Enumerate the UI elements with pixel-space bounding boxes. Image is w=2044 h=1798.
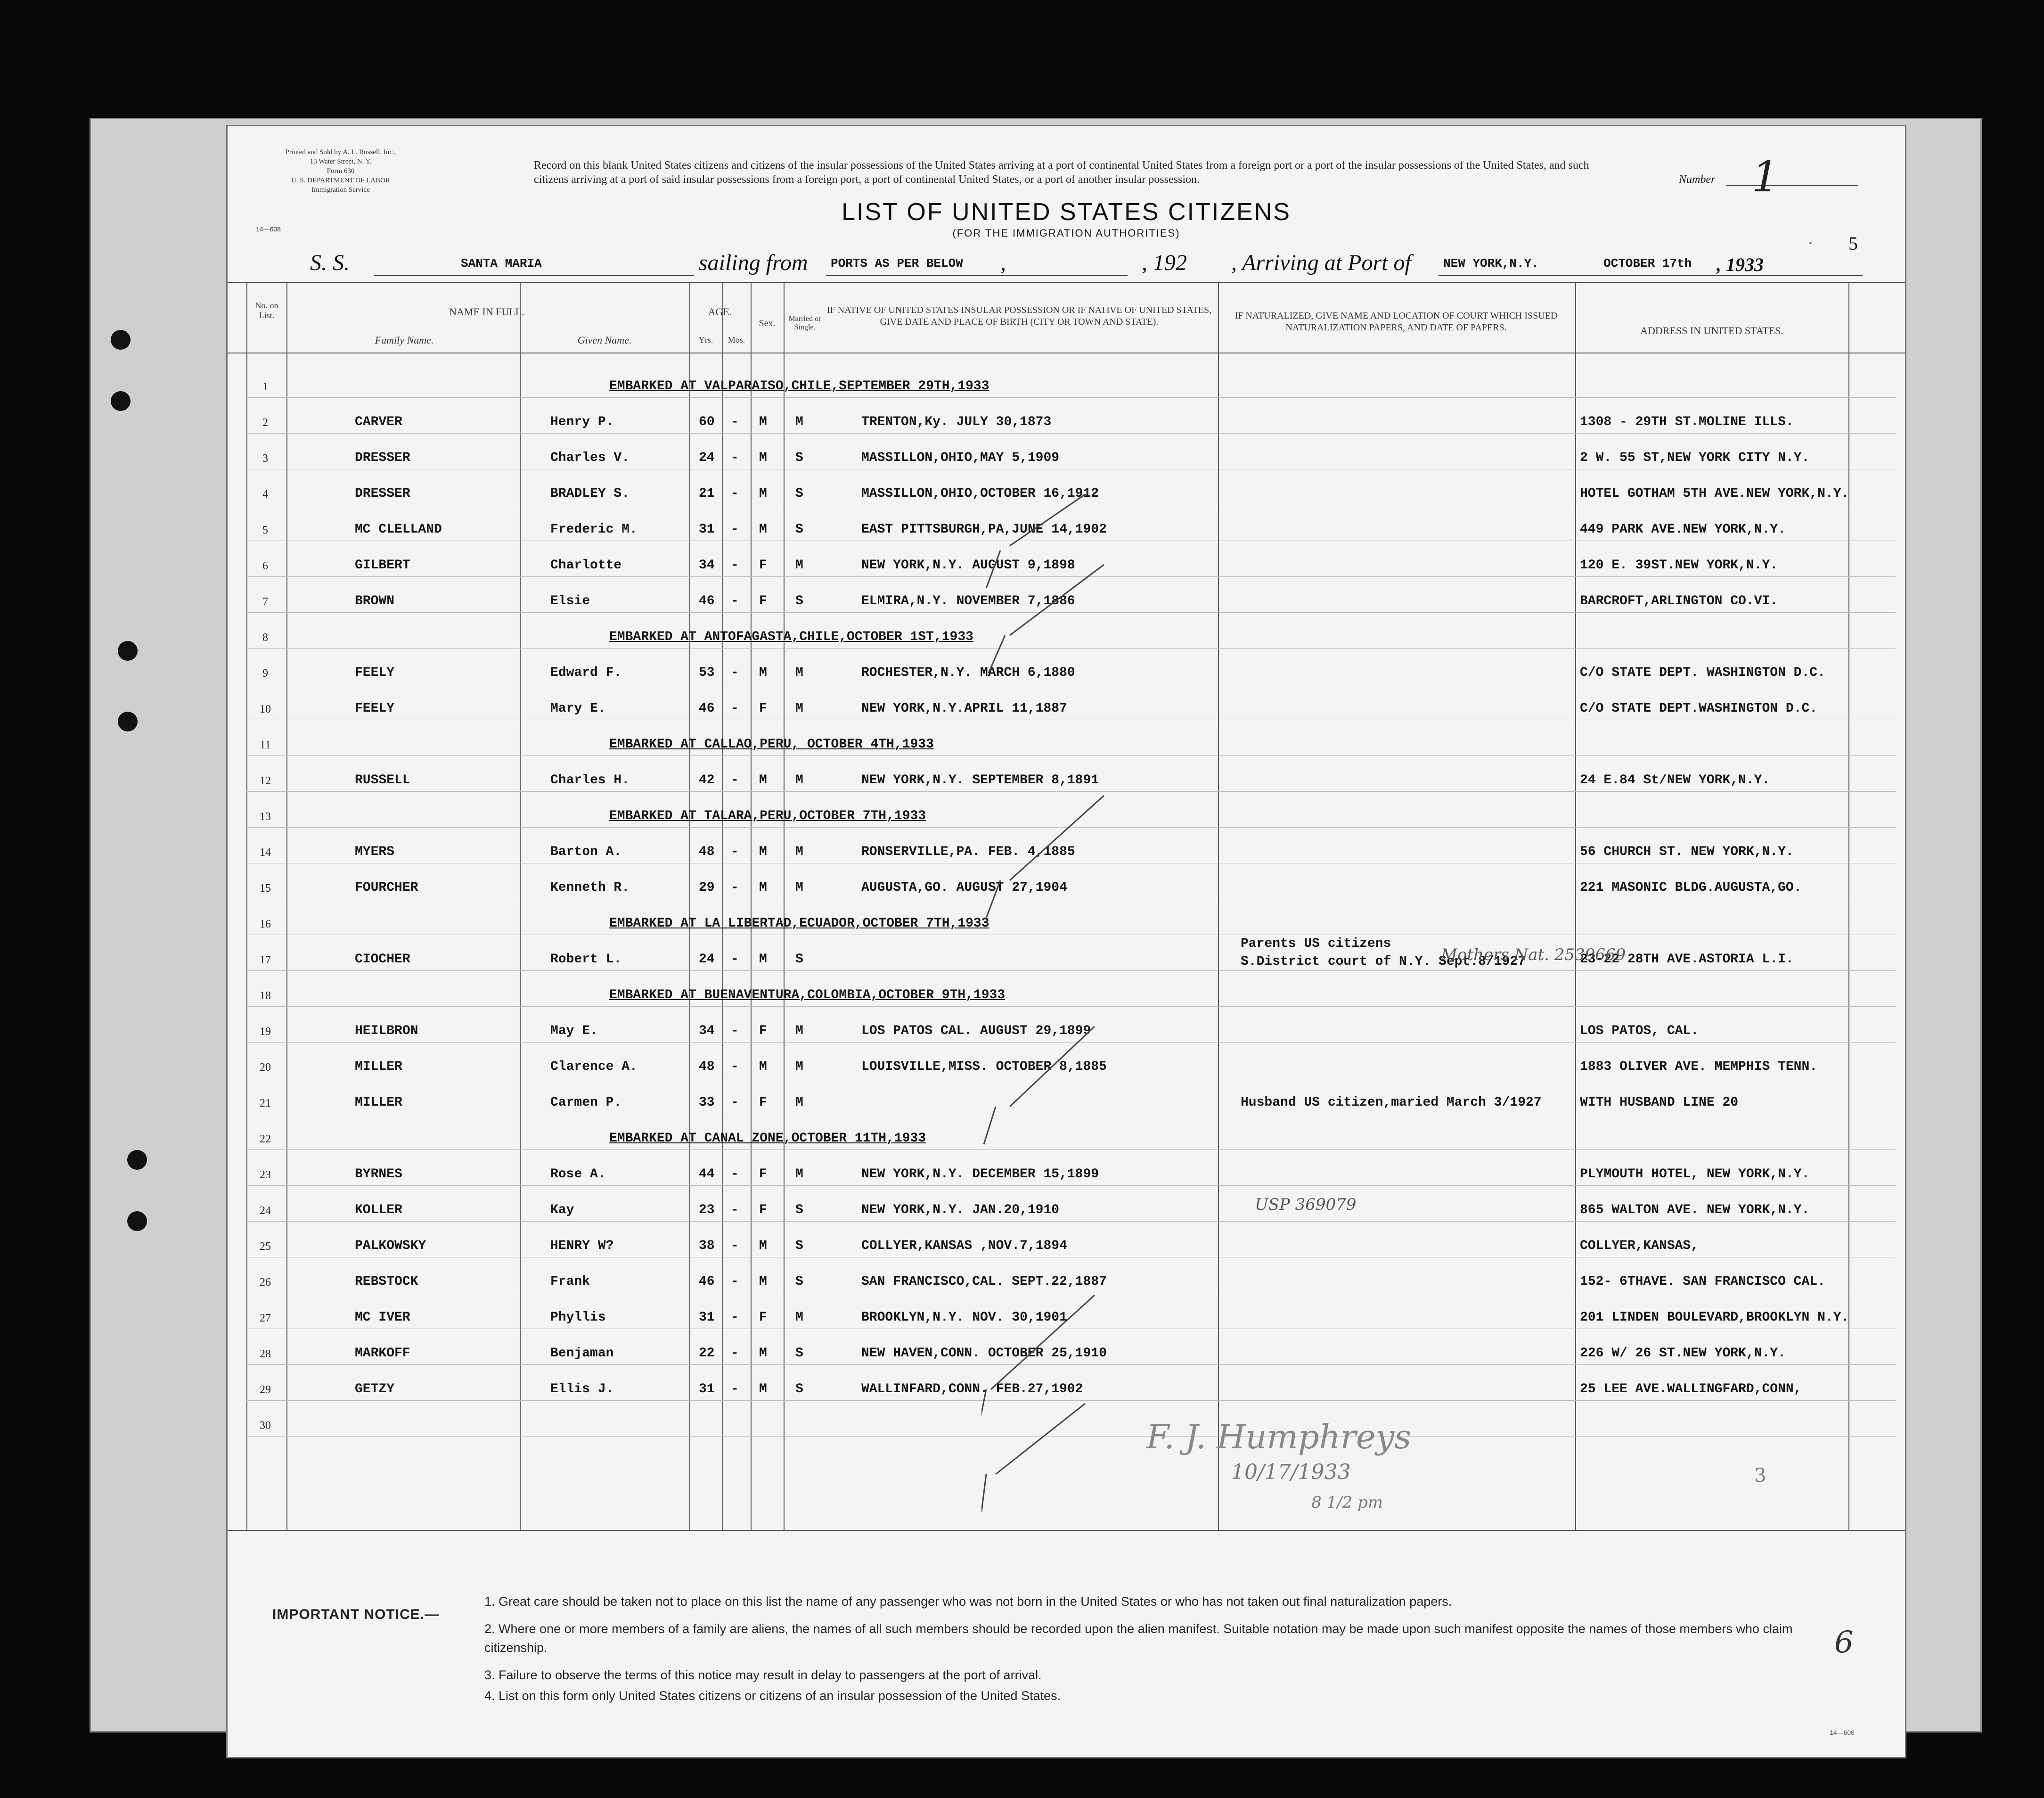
cell-given: BRADLEY S.: [550, 486, 630, 501]
cell-birth: NEW YORK,N.Y. JAN.20,1910: [861, 1203, 1060, 1217]
punch-hole: [127, 1211, 147, 1231]
cell-mos: -: [731, 486, 739, 501]
cell-addr: LOS PATOS, CAL.: [1580, 1024, 1699, 1038]
cell-birth: RONSERVILLE,PA. FEB. 4,1885: [861, 845, 1075, 859]
row-number: 14: [260, 846, 271, 859]
punch-hole: [111, 330, 131, 350]
column-rule: [784, 283, 785, 1530]
cell-mos: -: [731, 1024, 739, 1038]
margin-mark: 3: [1754, 1465, 1766, 1486]
cell-ms: S: [795, 522, 803, 537]
form-code: 14—608: [256, 225, 281, 233]
cell-mos: -: [731, 773, 739, 788]
header-age: AGE.: [708, 306, 732, 318]
cell-addr: WITH HUSBAND LINE 20: [1580, 1095, 1739, 1110]
cell-family: MARKOFF: [355, 1346, 410, 1361]
cell-family: REBSTOCK: [355, 1274, 418, 1289]
number-underline: [1726, 185, 1858, 186]
cell-sex: M: [759, 1346, 767, 1361]
printer-line: 13 Water Street, N. Y.: [310, 158, 372, 165]
cell-nat: Parents US citizens S.District court of N.Y. Sept.8/1927: [1241, 936, 1526, 969]
cell-sex: M: [759, 880, 767, 895]
cell-given: Charles V.: [550, 451, 630, 465]
cell-addr: 1308 - 29TH ST.MOLINE ILLS.: [1580, 415, 1794, 429]
column-rule: [1575, 283, 1576, 1530]
cell-yrs: 48: [699, 1059, 715, 1074]
row-number: 22: [260, 1133, 271, 1145]
handwritten-naturalization-note: Mothers Nat. 2539669: [1441, 945, 1626, 964]
cell-mos: -: [731, 1167, 739, 1182]
cell-birth: ROCHESTER,N.Y. MARCH 6,1880: [861, 665, 1075, 680]
ship-underline: [374, 275, 694, 276]
cell-ms: S: [795, 1203, 803, 1217]
cell-sex: M: [759, 952, 767, 967]
cell-yrs: 24: [699, 451, 715, 465]
cell-ms: M: [795, 665, 803, 680]
cell-birth: ELMIRA,N.Y. NOVEMBER 7,1886: [861, 594, 1075, 608]
header-address: ADDRESS IN UNITED STATES.: [1640, 325, 1783, 337]
cell-yrs: 46: [699, 701, 715, 716]
signature-date: 10/17/1933: [1231, 1460, 1351, 1484]
comma-separator: ,: [1000, 250, 1006, 275]
row-number: 11: [260, 739, 271, 751]
cell-mos: -: [731, 701, 739, 716]
cell-ms: S: [795, 594, 803, 608]
cell-birth: NEW YORK,N.Y.APRIL 11,1887: [861, 701, 1067, 716]
punch-hole: [111, 391, 131, 411]
column-rule: [520, 283, 521, 1530]
cell-family: CIOCHER: [355, 952, 410, 967]
header-birthplace: IF NATIVE OF UNITED STATES INSULAR POSSESSION OR IF NATIVE OF UNITED STATES, GIVE DATE AND PLACE OF BIRTH (CITY OR TOWN AND STATE).: [826, 305, 1212, 327]
cell-ms: M: [795, 1059, 803, 1074]
cell-family: MC IVER: [355, 1310, 410, 1325]
cell-yrs: 31: [699, 1382, 715, 1396]
row-number: 23: [260, 1169, 271, 1181]
cell-addr: 25 LEE AVE.WALLINGFARD,CONN,: [1580, 1382, 1802, 1396]
notice-item: 3. Failure to observe the terms of this notice may result in delay to passengers at the port of arrival.: [484, 1668, 1042, 1682]
cell-sex: M: [759, 773, 767, 788]
row-number: 12: [260, 775, 271, 787]
cell-yrs: 44: [699, 1167, 715, 1182]
row-number: 1: [262, 381, 268, 393]
cell-addr: 56 CHURCH ST. NEW YORK,N.Y.: [1580, 845, 1794, 859]
embarkation-heading: EMBARKED AT CALLAO,PERU, OCTOBER 4TH,1933: [609, 737, 934, 752]
column-rule: [1218, 283, 1219, 1530]
cell-family: FEELY: [355, 665, 395, 680]
row-number: 13: [260, 811, 271, 823]
port-underline: [1439, 275, 1863, 276]
inspector-signature: F. J. Humphreys: [1146, 1418, 1412, 1456]
cell-addr: PLYMOUTH HOTEL, NEW YORK,N.Y.: [1580, 1167, 1810, 1182]
cell-addr: 24 E.84 St/NEW YORK,N.Y.: [1580, 773, 1770, 788]
row-number: 4: [262, 488, 268, 501]
header-naturalized: IF NATURALIZED, GIVE NAME AND LOCATION OF COURT WHICH ISSUED NATURALIZATION PAPERS, AND DATE OF PAPERS.: [1235, 311, 1558, 333]
cell-addr: 23-22 28TH AVE.ASTORIA L.I.: [1580, 952, 1794, 967]
cell-given: Phyllis: [550, 1310, 606, 1325]
arrival-port: NEW YORK,N.Y.: [1443, 256, 1539, 271]
column-rule: [689, 283, 690, 1530]
cell-birth: NEW HAVEN,CONN. OCTOBER 25,1910: [861, 1346, 1107, 1361]
notice-item: 4. List on this form only United States citizens or citizens of an insular possession of the United States.: [484, 1689, 1061, 1703]
cell-family: DRESSER: [355, 486, 410, 501]
cell-yrs: 24: [699, 952, 715, 967]
ss-label: S. S.: [310, 250, 350, 275]
embarkation-heading: EMBARKED AT BUENAVENTURA,COLOMBIA,OCTOBER 9TH,1933: [609, 988, 1006, 1002]
row-number: 24: [260, 1205, 271, 1217]
row-number: 18: [260, 990, 271, 1002]
row-number: 29: [260, 1384, 271, 1396]
manifest-page: [226, 125, 1906, 1758]
arriving-label: , Arriving at Port of: [1231, 250, 1411, 275]
cell-family: MILLER: [355, 1059, 402, 1074]
cell-sex: F: [759, 701, 767, 716]
cell-ms: S: [795, 1382, 803, 1396]
cell-family: GETZY: [355, 1382, 395, 1396]
record-instructions: Record on this blank United States citizens and citizens of the insular possessions of the United States arriving at a port of continental United States from a foreign port or a port of the insular possessions of the United States, and such citizens arriving at a port of said insular possessions from a foreign port, a port of continental United States, or a port of another insular possession.: [534, 159, 1589, 186]
sailing-from: PORTS AS PER BELOW: [831, 256, 963, 271]
cell-mos: -: [731, 1095, 739, 1110]
cell-birth: LOUISVILLE,MISS. OCTOBER 8,1885: [861, 1059, 1107, 1074]
cell-yrs: 33: [699, 1095, 715, 1110]
cell-addr: 2 W. 55 ST,NEW YORK CITY N.Y.: [1580, 451, 1810, 465]
cell-ms: M: [795, 1024, 803, 1038]
notice-title: IMPORTANT NOTICE.—: [272, 1607, 440, 1622]
cell-birth: SAN FRANCISCO,CAL. SEPT.22,1887: [861, 1274, 1107, 1289]
header-family-name: Family Name.: [375, 334, 434, 346]
cell-given: May E.: [550, 1024, 598, 1038]
embarkation-heading: EMBARKED AT ANTOFAGASTA,CHILE,OCTOBER 1ST,1933: [609, 630, 973, 644]
embarkation-heading: EMBARKED AT VALPARAISO,CHILE,SEPTEMBER 29TH,1933: [609, 379, 989, 394]
cell-family: PALKOWSKY: [355, 1239, 426, 1253]
cell-yrs: 60: [699, 415, 715, 429]
header-married-single: Married or Single.: [788, 315, 821, 331]
row-number: 2: [262, 417, 268, 429]
cell-addr: COLLYER,KANSAS,: [1580, 1239, 1699, 1253]
cell-yrs: 48: [699, 845, 715, 859]
cell-addr: 1883 OLIVER AVE. MEMPHIS TENN.: [1580, 1059, 1818, 1074]
cell-yrs: 38: [699, 1239, 715, 1253]
cell-given: Frank: [550, 1274, 590, 1289]
cell-mos: -: [731, 415, 739, 429]
cell-family: BROWN: [355, 594, 395, 608]
cell-family: HEILBRON: [355, 1024, 418, 1038]
cell-sex: M: [759, 845, 767, 859]
cell-nat: Husband US citizen,maried March 3/1927: [1241, 1095, 1542, 1110]
cell-birth: WALLINFARD,CONN. FEB.27,1902: [861, 1382, 1083, 1396]
punch-hole: [118, 641, 138, 661]
column-rule: [1848, 283, 1849, 1530]
cell-sex: M: [759, 451, 767, 465]
row-number: 27: [260, 1312, 271, 1324]
row-number: 5: [262, 524, 268, 536]
cell-addr: C/O STATE DEPT.WASHINGTON D.C.: [1580, 701, 1818, 716]
embarkation-heading: EMBARKED AT LA LIBERTAD,ECUADOR,OCTOBER 7TH,1933: [609, 916, 989, 931]
cell-mos: -: [731, 451, 739, 465]
arrival-date: OCTOBER 17th: [1603, 256, 1692, 271]
cell-given: Ellis J.: [550, 1382, 614, 1396]
cell-given: Kay: [550, 1203, 574, 1217]
notice-item: 2. Where one or more members of a family are aliens, the names of all such members should be recorded upon the alien manifest. Suitable notation may be made upon such manifest opposite the names of those members who claim citizenship.: [484, 1622, 1793, 1655]
cell-family: GILBERT: [355, 558, 410, 573]
cell-given: Kenneth R.: [550, 880, 630, 895]
cell-mos: -: [731, 1203, 739, 1217]
row-number: 26: [260, 1276, 271, 1289]
cell-ms: S: [795, 952, 803, 967]
cell-mos: -: [731, 522, 739, 537]
cell-family: MYERS: [355, 845, 395, 859]
cell-birth: NEW YORK,N.Y. AUGUST 9,1898: [861, 558, 1075, 573]
cell-yrs: 34: [699, 558, 715, 573]
cell-mos: -: [731, 1239, 739, 1253]
cell-family: FEELY: [355, 701, 395, 716]
cell-family: MC CLELLAND: [355, 522, 442, 537]
cell-mos: -: [731, 880, 739, 895]
cell-yrs: 53: [699, 665, 715, 680]
cell-yrs: 34: [699, 1024, 715, 1038]
cell-ms: S: [795, 451, 803, 465]
cell-birth: EAST PITTSBURGH,PA,JUNE 14,1902: [861, 522, 1107, 537]
cell-sex: M: [759, 415, 767, 429]
cell-yrs: 23: [699, 1203, 715, 1217]
row-number: 28: [260, 1348, 271, 1360]
cell-sex: F: [759, 1095, 767, 1110]
embarkation-heading: EMBARKED AT CANAL ZONE,OCTOBER 11TH,1933: [609, 1131, 926, 1146]
cell-family: FOURCHER: [355, 880, 418, 895]
cell-mos: -: [731, 1310, 739, 1325]
embarkation-heading: EMBARKED AT TALARA,PERU,OCTOBER 7TH,1933: [609, 809, 926, 823]
row-number: 6: [262, 560, 268, 572]
cell-ms: M: [795, 773, 803, 788]
notice-item: 1. Great care should be taken not to place on this list the name of any passenger who was not born in the United States or who has not taken out final naturalization papers.: [484, 1594, 1452, 1609]
list-number: 1: [1752, 152, 1779, 202]
cell-given: Mary E.: [550, 701, 606, 716]
cell-yrs: 31: [699, 522, 715, 537]
cell-mos: -: [731, 1346, 739, 1361]
row-number: 3: [262, 452, 268, 465]
row-number: 21: [260, 1097, 271, 1109]
header-mos: Mos.: [728, 335, 745, 345]
row-number: 25: [260, 1240, 271, 1253]
cell-sex: F: [759, 594, 767, 608]
cell-addr: 221 MASONIC BLDG.AUGUSTA,GO.: [1580, 880, 1802, 895]
cell-mos: -: [731, 952, 739, 967]
cell-family: MILLER: [355, 1095, 402, 1110]
cell-sex: F: [759, 1203, 767, 1217]
inspection-check-marks: [981, 494, 1113, 1545]
cell-sex: M: [759, 1274, 767, 1289]
cell-mos: -: [731, 845, 739, 859]
cell-birth: BROOKLYN,N.Y. NOV. 30,1901: [861, 1310, 1067, 1325]
cell-sex: M: [759, 1239, 767, 1253]
cell-addr: 120 E. 39ST.NEW YORK,N.Y.: [1580, 558, 1778, 573]
printer-line: Printed and Sold by A. L. Russell, Inc.,: [285, 148, 396, 156]
cell-mos: -: [731, 665, 739, 680]
row-rule: [246, 397, 1896, 398]
row-number: 30: [260, 1420, 271, 1432]
cell-yrs: 22: [699, 1346, 715, 1361]
cell-yrs: 46: [699, 1274, 715, 1289]
signature-time: 8 1/2 pm: [1311, 1493, 1383, 1512]
page-title: LIST OF UNITED STATES CITIZENS: [842, 198, 1291, 226]
column-rule: [246, 283, 247, 1530]
header-yrs: Yrs.: [698, 335, 713, 345]
column-rule: [286, 283, 287, 1530]
table-top-rule: [228, 282, 1905, 283]
cell-birth: MASSILLON,OHIO,OCTOBER 16,1912: [861, 486, 1099, 501]
cell-addr: HOTEL GOTHAM 5TH AVE.NEW YORK,N.Y.: [1580, 486, 1849, 501]
cell-ms: M: [795, 880, 803, 895]
corner-number: 5: [1848, 233, 1858, 254]
cell-ms: S: [795, 1239, 803, 1253]
cell-given: Henry P.: [550, 415, 614, 429]
row-number: 16: [260, 918, 271, 930]
arrival-year: , 1933: [1717, 254, 1764, 275]
cell-family: RUSSELL: [355, 773, 410, 788]
cell-ms: M: [795, 845, 803, 859]
cell-ms: M: [795, 1310, 803, 1325]
cell-birth: TRENTON,Ky. JULY 30,1873: [861, 415, 1052, 429]
cell-mos: -: [731, 558, 739, 573]
cell-sex: M: [759, 1059, 767, 1074]
row-number: 17: [260, 954, 271, 966]
cell-given: Frederic M.: [550, 522, 638, 537]
cell-addr: 226 W/ 26 ST.NEW YORK,N.Y.: [1580, 1346, 1786, 1361]
row-number: 15: [260, 882, 271, 895]
printer-line: Form 630: [327, 167, 355, 175]
row-number: 19: [260, 1026, 271, 1038]
row-number: 8: [262, 632, 268, 644]
row-number: 7: [262, 596, 268, 608]
printer-line: U. S. DEPARTMENT OF LABOR: [291, 177, 390, 184]
cell-ms: M: [795, 558, 803, 573]
cell-given: Benjaman: [550, 1346, 614, 1361]
column-rule: [722, 283, 723, 1530]
cell-ms: S: [795, 1346, 803, 1361]
printer-imprint: [242, 148, 440, 195]
cell-birth: NEW YORK,N.Y. DECEMBER 15,1899: [861, 1167, 1099, 1182]
cell-sex: M: [759, 665, 767, 680]
cell-yrs: 31: [699, 1310, 715, 1325]
cell-ms: M: [795, 415, 803, 429]
sailing-label: sailing from: [699, 250, 808, 275]
cell-sex: M: [759, 522, 767, 537]
cell-ms: M: [795, 701, 803, 716]
cell-family: DRESSER: [355, 451, 410, 465]
corner-mark: -: [1808, 236, 1812, 249]
punch-hole: [118, 712, 138, 731]
year-prefix: , 192: [1142, 250, 1187, 275]
ship-name: SANTA MARIA: [461, 256, 542, 271]
printer-line: Immigration Service: [311, 186, 370, 194]
handwritten-passport-number: USP 369079: [1255, 1195, 1357, 1214]
cell-given: Rose A.: [550, 1167, 606, 1182]
cell-birth: COLLYER,KANSAS ,NOV.7,1894: [861, 1239, 1067, 1253]
header-name-in-full: NAME IN FULL.: [449, 306, 524, 318]
punch-hole: [127, 1150, 147, 1170]
cell-sex: F: [759, 1024, 767, 1038]
cell-birth: AUGUSTA,GO. AUGUST 27,1904: [861, 880, 1067, 895]
cell-given: Charles H.: [550, 773, 630, 788]
cell-given: Carmen P.: [550, 1095, 622, 1110]
footer-form-code: 14—608: [1830, 1729, 1855, 1736]
cell-sex: F: [759, 1310, 767, 1325]
cell-addr: 449 PARK AVE.NEW YORK,N.Y.: [1580, 522, 1786, 537]
cell-given: Charlotte: [550, 558, 622, 573]
cell-yrs: 21: [699, 486, 715, 501]
cell-given: Clarence A.: [550, 1059, 638, 1074]
cell-given: Barton A.: [550, 845, 622, 859]
cell-addr: BARCROFT,ARLINGTON CO.VI.: [1580, 594, 1778, 608]
cell-sex: M: [759, 486, 767, 501]
cell-mos: -: [731, 1274, 739, 1289]
cell-family: CARVER: [355, 415, 402, 429]
page-subtitle: (FOR THE IMMIGRATION AUTHORITIES): [952, 227, 1180, 239]
cell-sex: F: [759, 558, 767, 573]
cell-ms: M: [795, 1167, 803, 1182]
cell-addr: 201 LINDEN BOULEVARD,BROOKLYN N.Y.: [1580, 1310, 1849, 1325]
sailing-underline: [826, 275, 1128, 276]
cell-given: Robert L.: [550, 952, 622, 967]
cell-mos: -: [731, 594, 739, 608]
cell-given: Elsie: [550, 594, 590, 608]
cell-sex: F: [759, 1167, 767, 1182]
row-number: 20: [260, 1061, 271, 1074]
row-number: 9: [262, 667, 268, 680]
cell-addr: 865 WALTON AVE. NEW YORK,N.Y.: [1580, 1203, 1810, 1217]
cell-yrs: 42: [699, 773, 715, 788]
cell-birth: LOS PATOS CAL. AUGUST 29,1899: [861, 1024, 1091, 1038]
row-rule: [246, 433, 1896, 434]
cell-family: BYRNES: [355, 1167, 402, 1182]
cell-yrs: 46: [699, 594, 715, 608]
cell-birth: MASSILLON,OHIO,MAY 5,1909: [861, 451, 1060, 465]
cell-given: Edward F.: [550, 665, 622, 680]
cell-yrs: 29: [699, 880, 715, 895]
number-label: Number: [1679, 173, 1716, 186]
row-number: 10: [260, 703, 271, 715]
header-no: No. on List.: [255, 301, 278, 320]
cell-mos: -: [731, 1382, 739, 1396]
margin-mark: 6: [1834, 1625, 1854, 1660]
cell-given: HENRY W?: [550, 1239, 614, 1253]
column-rule: [751, 283, 752, 1530]
cell-addr: 152- 6THAVE. SAN FRANCISCO CAL.: [1580, 1274, 1825, 1289]
cell-addr: C/O STATE DEPT. WASHINGTON D.C.: [1580, 665, 1825, 680]
header-sex: Sex.: [759, 318, 776, 328]
cell-mos: -: [731, 1059, 739, 1074]
cell-birth: NEW YORK,N.Y. SEPTEMBER 8,1891: [861, 773, 1099, 788]
cell-sex: M: [759, 1382, 767, 1396]
cell-ms: M: [795, 1095, 803, 1110]
cell-family: KOLLER: [355, 1203, 402, 1217]
cell-ms: S: [795, 486, 803, 501]
cell-ms: S: [795, 1274, 803, 1289]
header-given-name: Given Name.: [577, 334, 632, 346]
